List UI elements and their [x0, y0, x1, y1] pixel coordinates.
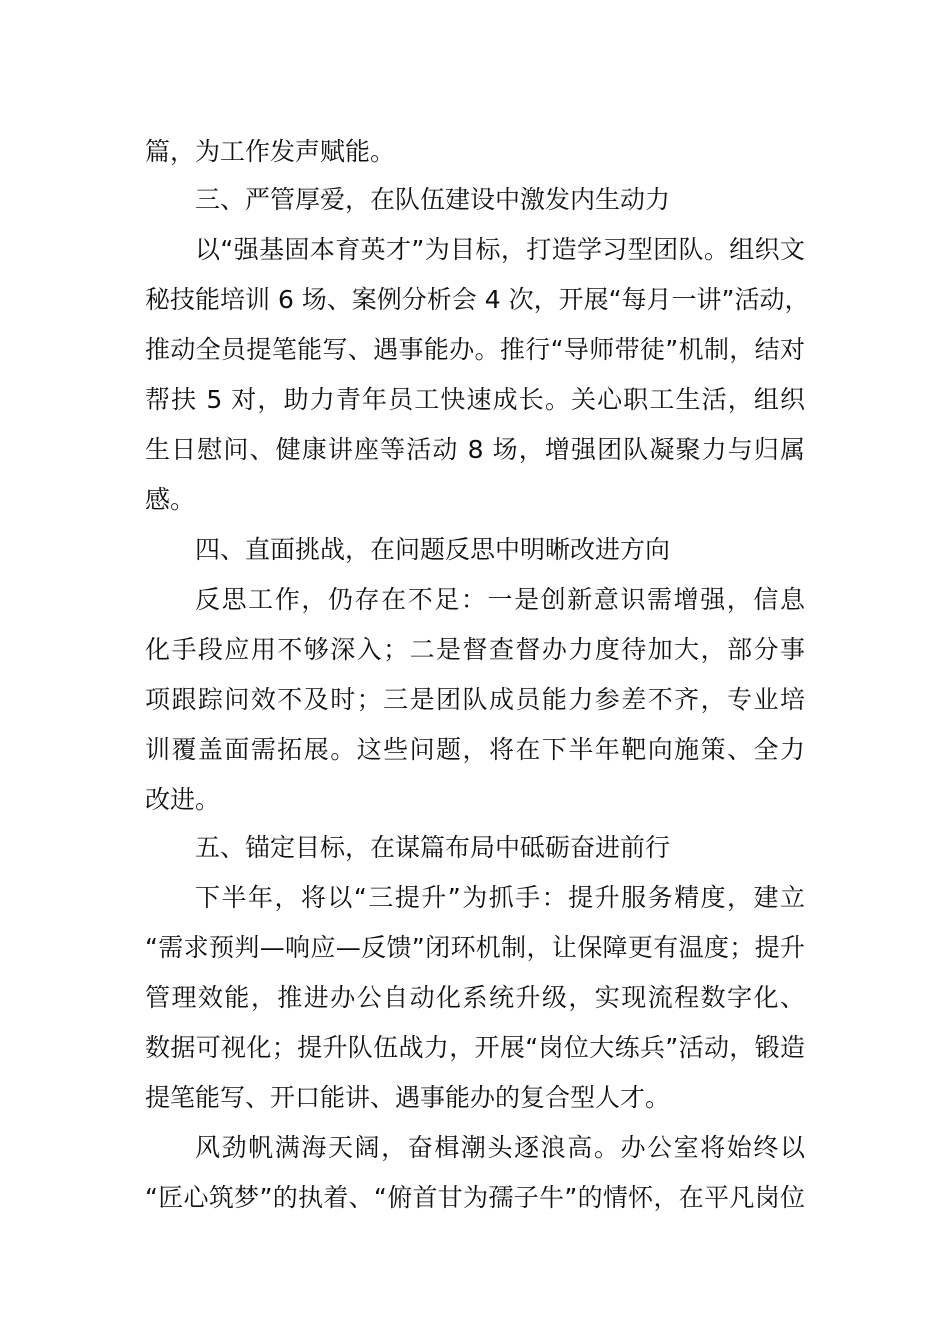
- paragraph-line: 下半年，将以“三提升”为抓手：提升服务精度，建立: [195, 883, 805, 912]
- paragraph-line: 训覆盖面需拓展。这些问题，将在下半年靶向施策、全力: [145, 735, 805, 764]
- paragraph-line: 项跟踪问效不及时；三是团队成员能力参差不齐，专业培: [145, 685, 805, 714]
- paragraph-line: “需求预判—响应—反馈”闭环机制，让保障更有温度；提升: [145, 933, 805, 962]
- paragraph-line: 管理效能，推进办公自动化系统升级，实现流程数字化、: [145, 983, 805, 1012]
- paragraph-line: 生日慰问、健康讲座等活动 8 场，增强团队凝聚力与归属: [145, 435, 805, 464]
- paragraph-line: 以“强基固本育英才”为目标，打造学习型团队。组织文: [195, 235, 805, 264]
- section-heading-5: 五、锚定目标，在谋篇布局中砥砺奋进前行: [195, 833, 671, 862]
- paragraph-line: 秘技能培训 6 场、案例分析会 4 次，开展“每月一讲”活动，: [145, 285, 810, 314]
- paragraph-line: 数据可视化；提升队伍战力，开展“岗位大练兵”活动，锻造: [145, 1033, 805, 1062]
- paragraph-line: 推动全员提笔能写、遇事能办。推行“导师带徒”机制，结对: [145, 335, 805, 364]
- section-heading-4: 四、直面挑战，在问题反思中明晰改进方向: [195, 535, 671, 564]
- paragraph-continuation-line: 篇，为工作发声赋能。: [145, 137, 396, 166]
- paragraph-line: 帮扶 5 对，助力青年员工快速成长。关心职工生活，组织: [145, 385, 805, 414]
- section-heading-3: 三、严管厚爱，在队伍建设中激发内生动力: [195, 185, 671, 214]
- paragraph-line: “匠心筑梦”的执着、“俯首甘为孺子牛”的情怀，在平凡岗位: [145, 1183, 805, 1212]
- paragraph-line: 化手段应用不够深入；二是督查督办力度待加大，部分事: [145, 635, 805, 664]
- paragraph-line: 改进。: [145, 785, 221, 814]
- paragraph-line: 反思工作，仍存在不足：一是创新意识需增强，信息: [195, 585, 805, 614]
- paragraph-line: 提笔能写、开口能讲、遇事能办的复合型人才。: [145, 1083, 671, 1112]
- paragraph-line: 感。: [145, 485, 196, 514]
- paragraph-line: 风劲帆满海天阔，奋楫潮头逐浪高。办公室将始终以: [195, 1133, 805, 1162]
